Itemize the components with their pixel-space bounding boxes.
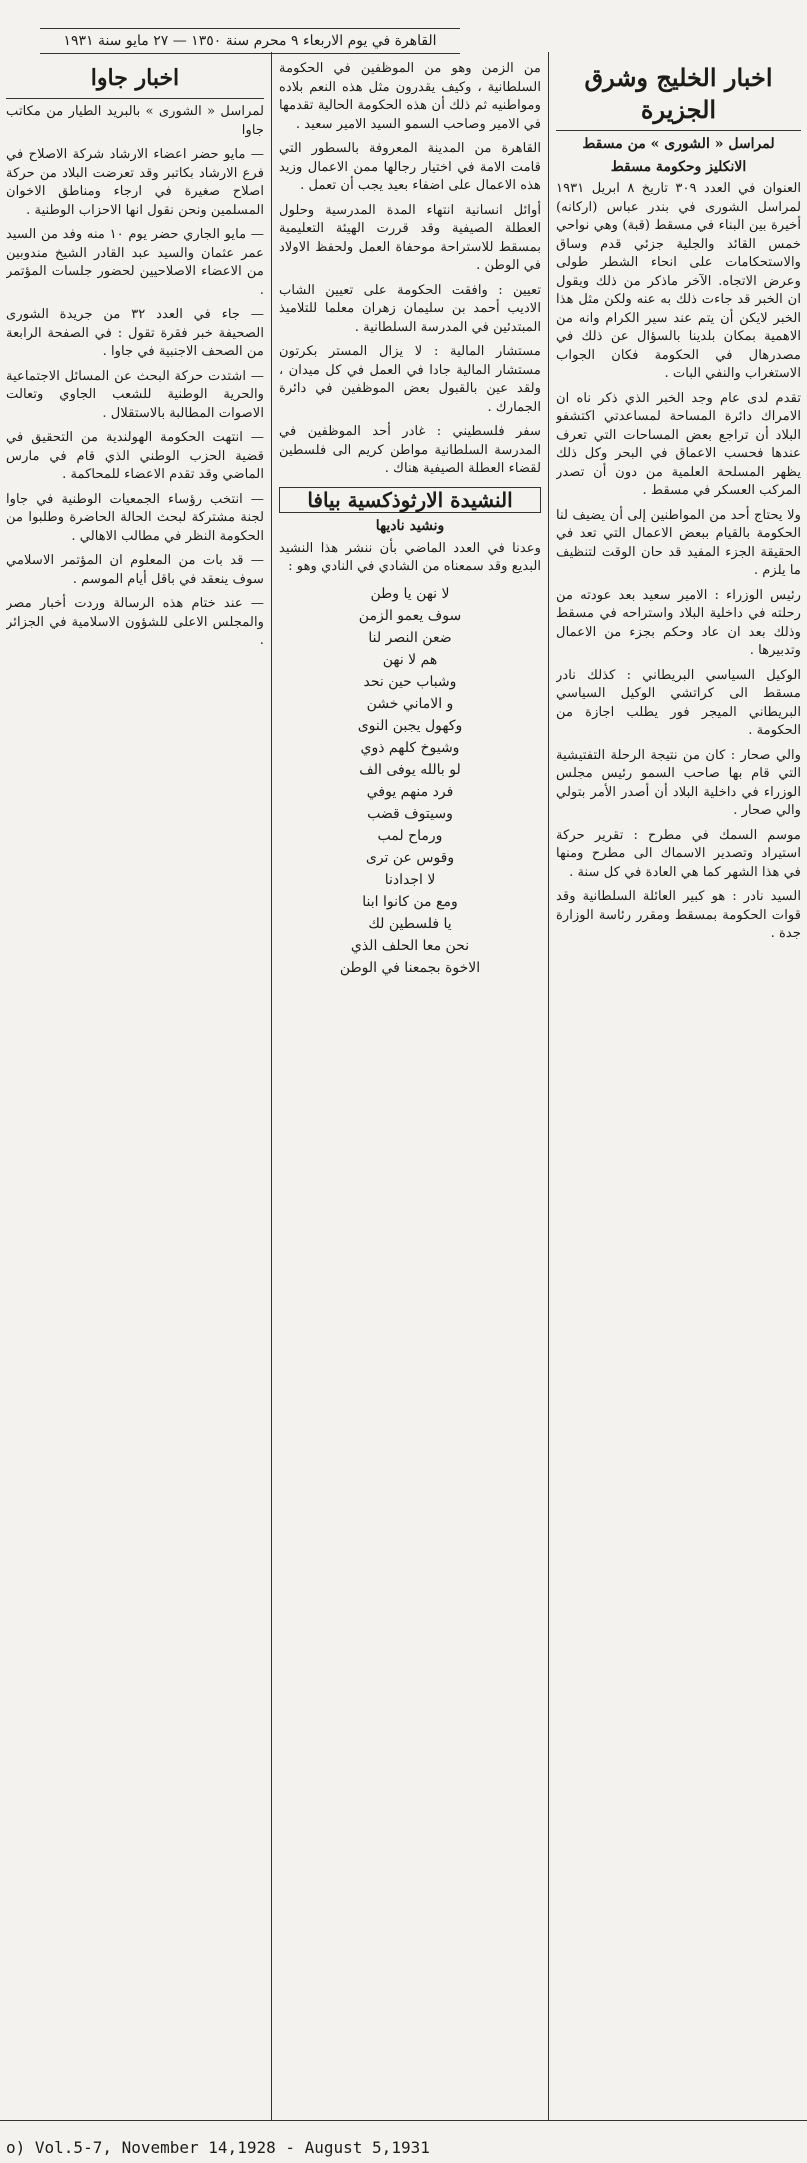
poem-line: ومع من كانوا ابنا bbox=[362, 893, 458, 910]
left-column bbox=[6, 60, 264, 2120]
poem bbox=[279, 583, 541, 979]
article-paragraph: ولا يحتاج أحد من المواطنين إلى أن يضيف لنا الحكومة بالقيام ببعض الاعمال التي تعد في الحقيقة الجزء المفيد قد حان الوقت لتنظيف ما يلزم . bbox=[556, 507, 801, 578]
poem-line: نحن معا الحلف الذي bbox=[350, 937, 470, 954]
poem-line: ضعن النصر لنا bbox=[368, 629, 452, 646]
poem-line: وشيوخ كلهم ذوي bbox=[360, 739, 460, 756]
left-column-headline: اخبار جاوا bbox=[6, 62, 264, 99]
article-paragraph: من الزمن وهو من الموظفين في الحكومة السلطانية ، وكيف يقدرون مثل هذه النعم بلاده ومواطنيه ثم ذلك أن هذه الحكومة الحالية تقدمها في الامير وصاحب السمو السيد الامير سعيد . bbox=[279, 61, 541, 132]
poem-intro: وعدنا في العدد الماضي بأن ننشر هذا النشيد البديع وقد سمعناه من الشادي في النادي وهو : bbox=[279, 540, 541, 574]
article-paragraph: — مايو حضر اعضاء الارشاد شركة الاصلاح في فرع الارشاد بكاتبر وقد تعرضت البلاد من حركة اصلاح صغيرة في ارجاء ومناطق الاخوان المسلمين ونحن نقول انها الاحزاب الوطنية . bbox=[6, 147, 264, 218]
article-paragraph: — اشتدت حركة البحث عن المسائل الاجتماعية والحرية الوطنية للشعب الجاوي وتعالت الاصوات المطالبة بالاستقلال . bbox=[6, 368, 264, 421]
bottom-rule bbox=[0, 2120, 807, 2121]
article-paragraph: — جاء في العدد ٣٢ من جريدة الشورى الصحيفة خبر فقرة تقول : في الصفحة الرابعة من الصحف الاجنبية في جاوا . bbox=[6, 307, 264, 359]
right-column-subhead: لمراسل « الشورى » من مسقط bbox=[582, 136, 775, 152]
poem-line: هم لا نهن bbox=[382, 651, 438, 668]
poem-line: وقوس عن ترى bbox=[365, 849, 455, 866]
poem-subtitle: ونشيد ناديها bbox=[375, 518, 445, 534]
article-paragraph: سفر فلسطيني : غادر أحد الموظفين في المدرسة السلطانية مواطن كريم الى فلسطين لقضاء العطلة الصيفية هناك . bbox=[279, 424, 541, 476]
poem-line: ورماح لمب bbox=[377, 827, 443, 844]
poem-line: لا نهن يا وطن bbox=[370, 585, 450, 602]
article-paragraph: القاهرة من المدينة المعروفة بالسطور التي قامت الامة في اختيار رجالها ممن الاعمال وزيد هذه الاعمال على اضفاء بعيد يجب أن تعمل . bbox=[279, 141, 541, 193]
poem-line: وكهول يجبن النوى bbox=[357, 717, 463, 734]
poem-line: وسيتوف قضب bbox=[367, 805, 453, 822]
poem-line: فرد منهم يوفي bbox=[366, 783, 454, 800]
poem-line: سوف يعمو الزمن bbox=[358, 607, 462, 624]
article-paragraph: — عند ختام هذه الرسالة وردت أخبار مصر والمجلس الاعلى للشؤون الاسلامية في الجزائر . bbox=[6, 596, 264, 648]
article-paragraph: — قد بات من المعلوم ان المؤتمر الاسلامي سوف ينعقد في باقل أيام الموسم . bbox=[6, 553, 264, 587]
poem-line: و الاماني خشن bbox=[366, 695, 454, 712]
article-paragraph: السيد نادر : هو كبير العائلة السلطانية وقد قوات الحكومة بمسقط ومقرر رئاسة الوزارة جدة . bbox=[556, 889, 801, 941]
article-paragraph: موسم السمك في مطرح : تقرير حركة استيراد وتصدير الاسماك الى مطرح ومنها في هذا الشهر كما هي العادة في كل سنة . bbox=[556, 827, 801, 880]
article-paragraph: لمراسل « الشورى » بالبريد الطيار من مكاتب جاوا bbox=[6, 104, 264, 138]
poem-box-title: النشيدة الارثوذكسية بيافا bbox=[279, 487, 541, 514]
article-paragraph: — انتخب رؤساء الجمعيات الوطنية في جاوا لجنة مشتركة لبحث الحالة الحاضرة وطلبوا من الحكومة النظر في مطالب الاهالي . bbox=[6, 491, 264, 544]
article-paragraph: تعيين : وافقت الحكومة على تعيين الشاب الاديب أحمد بن سليمان زهران معلما للتلاميذ المبتدئين في المدرسة السلطانية . bbox=[279, 282, 541, 335]
poem-line: لا اجدادنا bbox=[384, 871, 436, 888]
right-column-headline: اخبار الخليج وشرق الجزيرة bbox=[556, 62, 801, 131]
poem-line: يا فلسطين لك bbox=[368, 915, 452, 932]
poem-line: لو بالله يوفى الف bbox=[359, 761, 461, 778]
article-paragraph: رئيس الوزراء : الامير سعيد بعد عودته من رحلته في داخلية البلاد واستراحه في مسقط وذلك بعد ان عاد وحكم بجزء من الاعمال وتدبيرها . bbox=[556, 587, 801, 658]
article-paragraph: تقدم لدى عام وجد الخبر الذي ذكر ناه ان الامراك دائرة المساحة لمساعدتي اكتشفو البلاد أن تراجع بعض المساحات التي تعرف عندها فحسب الاعماق في البحر وكل ذلك يظهر المسلحة العلمية من دون أن تصدر المركب العسكر في مسقط . bbox=[556, 390, 801, 498]
poem-line: وشباب حين نحد bbox=[363, 673, 457, 690]
article-paragraph: الوكيل السياسي البريطاني : كذلك نادر مسقط الى كراتشي الوكيل السياسي البريطاني الميجر فور يطلب اجازة من الحكومة . bbox=[556, 667, 801, 738]
article-paragraph: — انتهت الحكومة الهولندية من التحقيق في قضية الحزب الوطني الذي قام في مارس الماضي وقد تقدم الاعضاء للمحاكمة . bbox=[6, 430, 264, 482]
poem-line: الاخوة بجمعنا في الوطن bbox=[339, 959, 481, 976]
middle-column bbox=[279, 60, 541, 2120]
article-paragraph: العنوان في العدد ٣٠٩ تاريخ ٨ ابريل ١٩٣١ لمراسل الشورى في بندر عباس (اركانه) أخيرة بين البناء في مسقط (قبة) وهي نواحي خمس القائد والجلية جزئي قدم وساق والاستحكامات على انحاء الشطر طولى وعرض الاتجاه. الآخر ماذكر من ذلك ويقول ان الخبر قد جاءت ذلك به عنه ولكن مثل هذا الخبر لايكن أن يتم عند سير الكرام وانه من الاهمية بمكان بلدينا بالسؤال عن ذلك في مصدرهال في الحكومة فكان الجواب الاستغراب والنفي البات . bbox=[556, 181, 801, 381]
section-title: الانكليز وحكومة مسقط bbox=[610, 158, 747, 175]
column-rule bbox=[271, 52, 272, 2120]
article-paragraph: مستشار المالية : لا يزال المستر بكرتون مستشار المالية جادا في العمل في كل ميدان ، ولقد عين بالقبول بعض الموظفين في دائرة الجمارك . bbox=[279, 344, 541, 415]
article-paragraph: — مايو الجاري حضر يوم ١٠ منه وفد من السيد عمر عثمان والسيد عبد القادر الشيخ مندوبين من الاعضاء الاصلاحيين لحضور جلسات المؤتمر . bbox=[6, 227, 264, 298]
article-paragraph: والي صحار : كان من نتيجة الرحلة التفتيشية التي قام بها صاحب السمو رئيس مجلس الوزراء في داخلية البلاد أن أصدر الأمر بتولي والي صحار . bbox=[556, 747, 801, 818]
article-paragraph: أوائل انسانية انتهاء المدة المدرسية وحلول العطلة الصيفية وقد قررت الهيئة التعليمية بمسقط للاستراحة موحفاة العمل ولحفظ الاولاد في الوطن . bbox=[279, 202, 541, 273]
page-dateline: القاهرة في يوم الاربعاء ٩ محرم سنة ١٣٥٠ — ٢٧ مايو سنة ١٩٣١ bbox=[40, 28, 460, 54]
right-column bbox=[556, 60, 801, 2120]
archive-footer: o) Vol.5-7, November 14,1928 - August 5,1931 bbox=[6, 2138, 430, 2157]
column-rule bbox=[548, 52, 549, 2120]
